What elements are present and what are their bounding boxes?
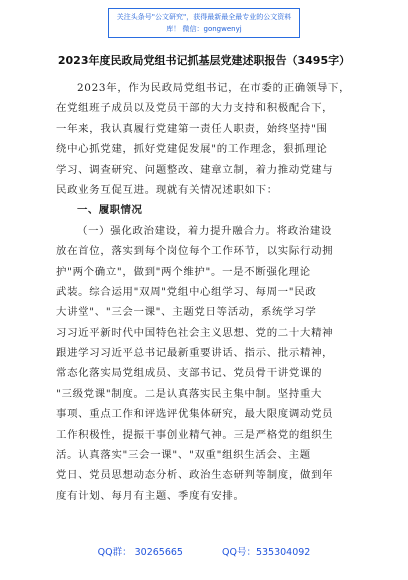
paragraph-line: 一年来，我认真履行党建第一责任人职责，始终坚持"围	[56, 122, 328, 135]
qq-number-label: QQ号：535304092	[222, 547, 311, 558]
paragraph-line: 跟进学习习近平总书记最新重要讲话、指示、批示精神，	[56, 347, 334, 360]
paragraph-line: 活。认真落实"三会一课"、"双重"组织生活会、主题	[56, 449, 311, 462]
paragraph-line: 绕中心抓党建，抓好党建促发展"的工作理念，狠抓理论	[56, 143, 328, 156]
paragraph-line: 武装。综合运用"双周"党组中心组学习、每周一"民政	[56, 285, 317, 298]
paragraph-line: "三级党课"制度。二是认真落实民主集中制。坚持重大	[56, 387, 323, 400]
paragraph-line: 护"两个确立"，做到"两个维护"。一是不断强化理论	[56, 265, 311, 278]
paragraph-line: 常态化落实局党组成员、支部书记、党员骨干讲党课的	[56, 367, 323, 380]
contact-footer	[0, 544, 408, 558]
paragraph-line: 大讲堂"、"三会一课"、主题党日等活动，系统学习学	[56, 306, 317, 319]
paragraph-line: 党日、党员思想动态分析、政治生态研判等制度，做到年	[56, 469, 334, 482]
document-body	[56, 78, 356, 506]
paragraph-line: 事项、重点工作和评选评优集体研究，最大限度调动党员	[56, 408, 334, 421]
paragraph-line: 学习、调查研究、问题整改、建章立制，着力推动党建与	[56, 163, 334, 176]
promo-banner-text: 关注头条号"公文研究"，获得最新最全最专业的公文资料库！ 微信：gongwenyj	[116, 13, 292, 33]
paragraph-line: 在党组班子成员以及党员干部的大力支持和积极配合下，	[56, 102, 334, 115]
paragraph-line: 2023年，作为民政局党组书记，在市委的正确领导下，	[77, 82, 351, 94]
paragraph-line: 习习近平新时代中国特色社会主义思想、党的二十大精神	[56, 326, 334, 339]
paragraph-line: 放在首位，落实到每个岗位每个工作环节，以实际行动拥	[56, 245, 334, 258]
paragraph-line: （一）强化政治建设，着力提升融合力。将政治建设	[77, 224, 333, 237]
paragraph-line: 度有计划、每月有主题、季度有安排。	[56, 489, 245, 502]
paragraph-line: 民政业务互促互进。现就有关情况述职如下：	[56, 183, 278, 196]
document-title: 2023年度民政局党组书记抓基层党建述职报告（3495字）	[57, 54, 351, 67]
promo-banner	[108, 8, 300, 38]
paragraph-line: 工作积极性，提振干事创业精气神。三是严格党的组织生	[56, 428, 334, 441]
qq-group-label: QQ群： 30265665	[97, 547, 183, 558]
section-heading: 一、履职情况	[77, 204, 143, 217]
